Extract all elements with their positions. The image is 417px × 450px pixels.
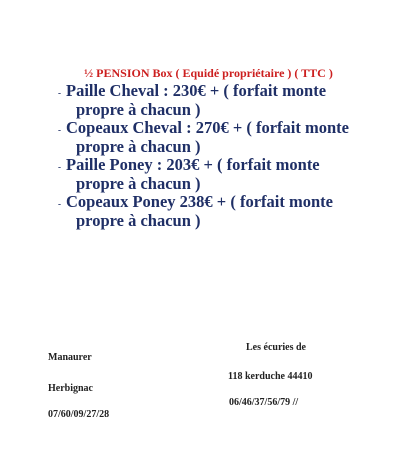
price-line: Paille Cheval : 230€ + ( forfait monte: [66, 81, 327, 100]
price-item-copeaux-poney: [58, 193, 349, 230]
bullet-dash: -: [58, 125, 61, 135]
contact-left-phone: 07/60/09/27/28: [48, 409, 110, 420]
price-list: [58, 82, 349, 230]
bullet-dash: -: [58, 88, 61, 98]
bullet-dash: -: [58, 199, 61, 209]
contact-right-name: Les écuries de: [246, 342, 306, 353]
price-item-paille-poney: [58, 156, 349, 193]
price-line: Paille Poney : 203€ + ( forfait monte: [66, 155, 320, 174]
bullet-dash: -: [58, 162, 61, 172]
contact-right-phone: 06/46/37/56/79 //: [229, 397, 299, 408]
price-line-continued: propre à chacun ): [76, 136, 201, 156]
page-title: ½ PENSION Box ( Equidé propriétaire ) ( TTC ): [84, 66, 333, 80]
contact-right-address: 118 kerduche 44410: [228, 371, 313, 382]
contact-left-name: Manaurer: [48, 352, 92, 363]
contact-left-town: Herbignac: [48, 383, 93, 394]
price-line-continued: propre à chacun ): [76, 173, 201, 193]
price-line-continued: propre à chacun ): [76, 210, 201, 230]
price-item-paille-cheval: [58, 82, 349, 119]
price-item-copeaux-cheval: [58, 119, 349, 156]
price-line: Copeaux Cheval : 270€ + ( forfait monte: [66, 118, 349, 137]
price-line: Copeaux Poney 238€ + ( forfait monte: [66, 192, 333, 211]
price-line-continued: propre à chacun ): [76, 99, 201, 119]
